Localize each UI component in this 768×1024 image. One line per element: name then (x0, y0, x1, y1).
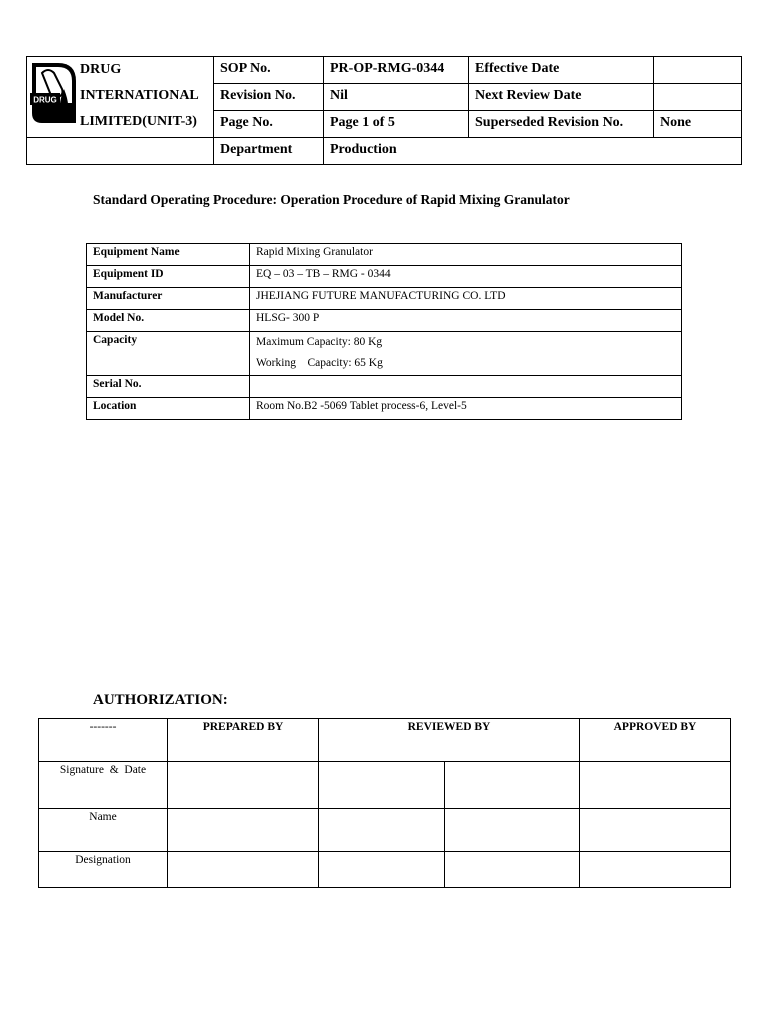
table-row (87, 288, 682, 310)
effective-date-label: Effective Date (469, 57, 654, 84)
model-no-label: Model No. (87, 310, 250, 332)
working-capacity: Working Capacity: 65 Kg (256, 357, 383, 369)
equipment-table (86, 243, 682, 420)
equipment-id-label: Equipment ID (87, 266, 250, 288)
signature-date-label: Signature & Date (39, 762, 168, 809)
equipment-id-value: EQ – 03 – TB – RMG - 0344 (250, 266, 682, 288)
logo-text: DRUG (33, 95, 57, 105)
next-review-value (654, 84, 742, 111)
superseded-value: None (654, 111, 742, 138)
reviewed-name-cell-1 (319, 809, 445, 852)
manufacturer-value: JHEJIANG FUTURE MANUFACTURING CO. LTD (250, 288, 682, 310)
table-row (87, 266, 682, 288)
revision-no-label: Revision No. (214, 84, 324, 111)
approved-by-header: APPROVED BY (580, 719, 731, 762)
table-row (39, 719, 731, 762)
name-label: Name (39, 809, 168, 852)
approved-designation-cell (580, 852, 731, 888)
approved-signature-cell (580, 762, 731, 809)
reviewed-designation-cell-1 (319, 852, 445, 888)
capacity-label: Capacity (87, 332, 250, 376)
model-no-value: HLSG- 300 P (250, 310, 682, 332)
capacity-value (250, 332, 682, 376)
prepared-by-header: PREPARED BY (168, 719, 319, 762)
table-row (87, 332, 682, 376)
company-line-1: DRUG (80, 62, 122, 77)
location-label: Location (87, 398, 250, 420)
serial-no-label: Serial No. (87, 376, 250, 398)
page-no-label: Page No. (214, 111, 324, 138)
designation-label: Designation (39, 852, 168, 888)
manufacturer-label: Manufacturer (87, 288, 250, 310)
authorization-title: AUTHORIZATION: (93, 692, 228, 708)
document-title: Standard Operating Procedure: Operation Procedure of Rapid Mixing Granulator (93, 192, 570, 207)
revision-no-value: Nil (324, 84, 469, 111)
sop-no-value: PR-OP-RMG-0344 (324, 57, 469, 84)
serial-no-value (250, 376, 682, 398)
effective-date-value (654, 57, 742, 84)
authorization-table (38, 718, 731, 888)
company-cell (27, 57, 214, 138)
department-label: Department (214, 138, 324, 165)
max-capacity: Maximum Capacity: 80 Kg (256, 336, 383, 348)
reviewed-by-header: REVIEWED BY (319, 719, 580, 762)
prepared-signature-cell (168, 762, 319, 809)
reviewed-signature-cell-2 (445, 762, 580, 809)
location-value: Room No.B2 -5069 Tablet process-6, Level-5 (250, 398, 682, 420)
company-line-3: LIMITED(UNIT-3) (80, 114, 197, 129)
table-row (39, 852, 731, 888)
superseded-label: Superseded Revision No. (469, 111, 654, 138)
prepared-designation-cell (168, 852, 319, 888)
prepared-name-cell (168, 809, 319, 852)
sop-no-label: SOP No. (214, 57, 324, 84)
table-row (87, 310, 682, 332)
table-row (87, 398, 682, 420)
company-name (80, 57, 199, 135)
next-review-label: Next Review Date (469, 84, 654, 111)
company-line-2: INTERNATIONAL (80, 88, 199, 103)
table-row (87, 376, 682, 398)
drug-logo-icon (28, 59, 78, 125)
reviewed-signature-cell-1 (319, 762, 445, 809)
approved-name-cell (580, 809, 731, 852)
table-row (87, 244, 682, 266)
corner-cell: ------- (39, 719, 168, 762)
equipment-name-label: Equipment Name (87, 244, 250, 266)
equipment-name-value: Rapid Mixing Granulator (250, 244, 682, 266)
department-value: Production (324, 138, 742, 165)
reviewed-name-cell-2 (445, 809, 580, 852)
table-row (39, 762, 731, 809)
page-no-value: Page 1 of 5 (324, 111, 469, 138)
reviewed-designation-cell-2 (445, 852, 580, 888)
company-cell-bottom (27, 138, 214, 165)
table-row (39, 809, 731, 852)
sop-header-table (26, 56, 742, 165)
